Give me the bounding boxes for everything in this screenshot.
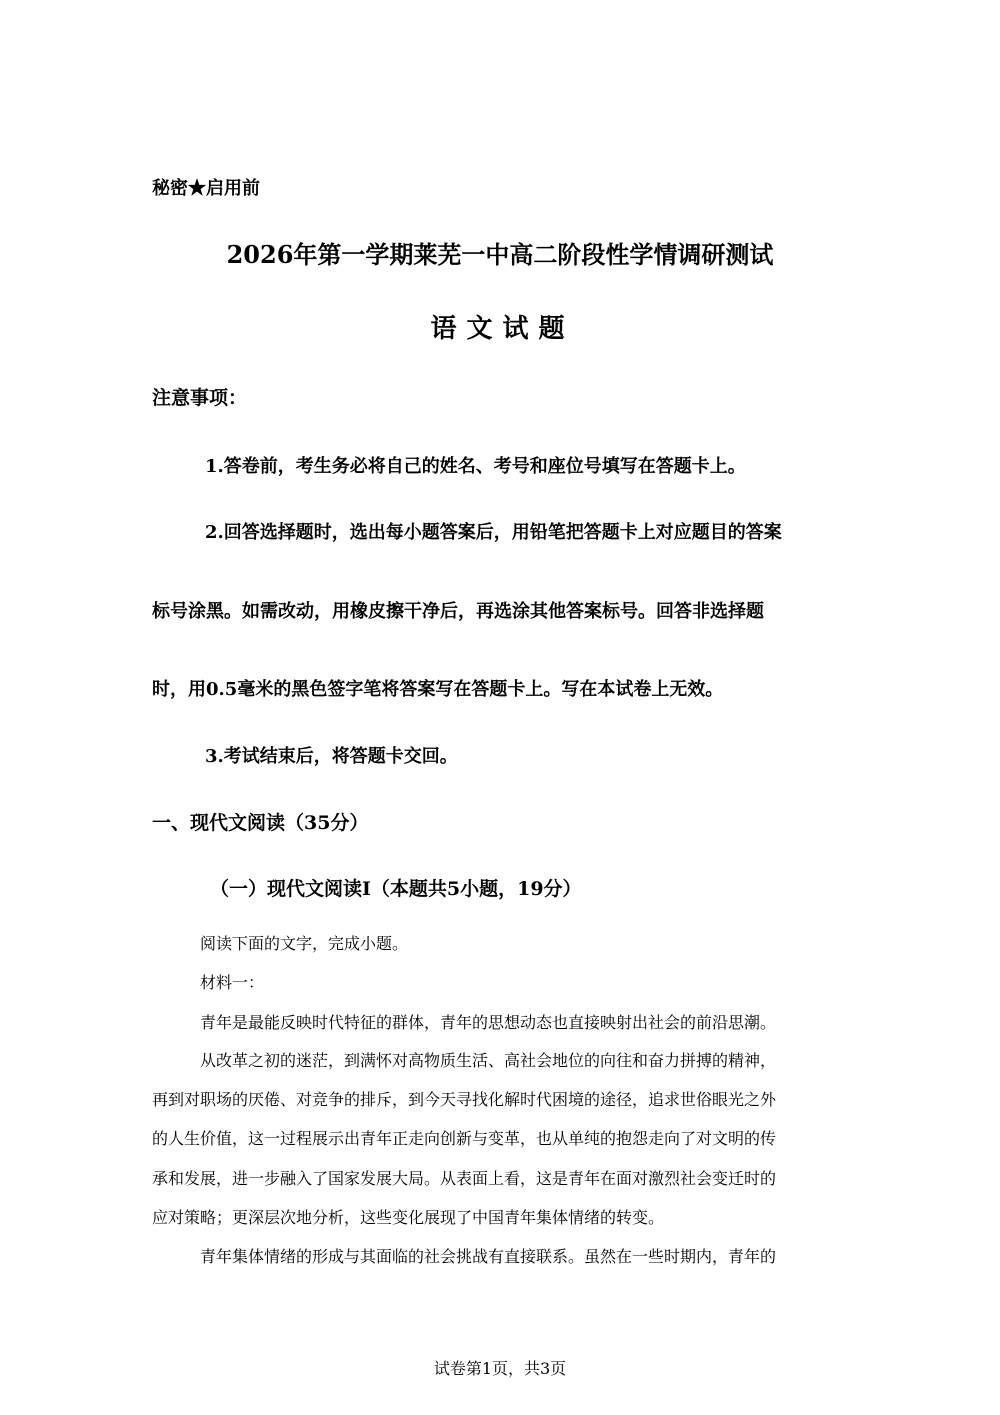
passage-line: 阅读下面的文字，完成小题。 [200,934,409,953]
subject-title: 语文试题 [430,314,575,344]
confidential-label: 秘密★启用前 [152,178,260,199]
notice-item-1: 1.答卷前，考生务必将自己的姓名、考号和座位号填写在答题卡上。 [205,456,746,477]
passage-line: 承和发展，进一步融入了国家发展大局。从表面上看，这是青年在面对激烈社会变迁时的 [152,1169,777,1188]
passage-line: 应对策略；更深层次地分析，这些变化展现了中国青年集体情绪的转变。 [152,1208,665,1227]
notice-heading: 注意事项： [152,387,248,409]
exam-title: 2026年第一学期莱芜一中高二阶段性学情调研测试 [226,240,774,269]
page-footer: 试卷第1页，共3页 [433,1359,567,1378]
notice-item-3: 3.考试结束后，将答题卡交回。 [205,746,458,767]
passage-line: 青年是最能反映时代特征的群体，青年的思想动态也直接映射出社会的前沿思潮。 [200,1013,777,1032]
notice-item-2-line-1: 2.回答选择题时，选出每小题答案后，用铅笔把答题卡上对应题目的答案 [205,522,782,543]
passage-line: 再到对职场的厌倦、对竞争的排斥，到今天寻找化解时代困境的途径，追求世俗眼光之外 [152,1090,777,1109]
passage-line: 材料一： [200,973,265,992]
passage-line: 的人生价值，这一过程展示出青年正走向创新与变革，也从单纯的抱怨走向了对文明的传 [152,1129,777,1148]
passage-line: 青年集体情绪的形成与其面临的社会挑战有直接联系。虽然在一些时期内，青年的 [200,1247,777,1266]
section-heading: 一、现代文阅读（35分） [152,812,369,834]
notice-item-2-line-2: 标号涂黑。如需改动，用橡皮擦干净后，再选涂其他答案标号。回答非选择题 [152,601,764,622]
passage-line: 从改革之初的迷茫，到满怀对高物质生活、高社会地位的向往和奋力拼搏的精神， [200,1051,777,1070]
notice-item-2-line-3: 时，用0.5毫米的黑色签字笔将答案写在答题卡上。写在本试卷上无效。 [152,679,724,700]
subsection-heading: （一）现代文阅读Ⅰ（本题共5小题，19分） [210,878,582,900]
